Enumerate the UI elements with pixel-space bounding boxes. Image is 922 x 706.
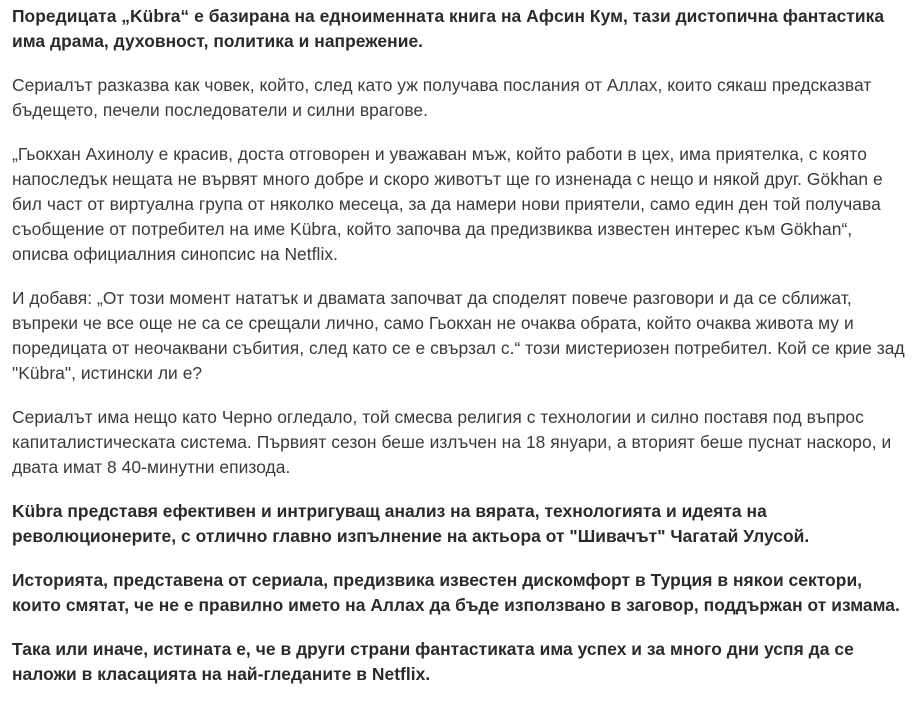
paragraph-intro: Поредицата „Kübra“ е базирана на едноименната книга на Афсин Кум, тази дистопична фантастика има драма, духовност, политика и напрежение. xyxy=(12,6,885,51)
paragraph-analysis: Kübra представя ефективен и интригуващ анализ на вярата, технологията и идеята на революционерите, с отлично главно изпълнение на актьора от "Шивачът" Чагатай Улусой. xyxy=(12,501,810,546)
paragraph-season-info: Сериалът има нещо като Черно огледало, той смесва религия с технологии и силно поставя под въпрос капиталистическата система. Първият сезон беше излъчен на 18 януари, а вторият беше пуснат наскоро, и двата имат 8 40-минутни епизода. xyxy=(12,407,892,477)
paragraph-conclusion: Така или иначе, истината е, че в други страни фантастиката има успех и за много дни успя да се наложи в класацията на най-гледаните в Netflix. xyxy=(12,639,854,684)
paragraph-synopsis-quote: „Гьокхан Ахинолу е красив, доста отговорен и уважаван мъж, който работи в цех, има приятелка, с която напоследък нещата не вървят много добре и скоро животът ще го изненада с нещо и някой друг. Gökhan е бил част от виртуална група от няколко месеца, за да намери нови приятели, само един ден той получава съобщение от потребител на име Kübra, който започва да предизвиква известен интерес към Gökhan“, описва официалния синопсис на Netflix. xyxy=(12,144,883,264)
paragraph-synopsis-continued: И добавя: „От този момент нататък и двамата започват да споделят повече разговори и да се сближат, въпреки че все още не са се срещали лично, само Гьокхан не очаква обрата, който очаква живота му и поредицата от неочаквани събития, след като се е свързал с.“ този мистериозен потребител. Кой се крие зад "Kübra", истински ли е? xyxy=(12,288,905,383)
paragraph-controversy: Историята, представена от сериала, предизвика известен дискомфорт в Турция в някои сектори, които смятат, че не е правилно името на Аллах да бъде използвано в заговор, поддържан от измама. xyxy=(12,570,900,615)
article-body xyxy=(12,4,912,706)
paragraph-premise: Сериалът разказва как човек, който, след като уж получава послания от Аллах, които сякаш предсказват бъдещето, печели последователи и силни врагове. xyxy=(12,75,872,120)
